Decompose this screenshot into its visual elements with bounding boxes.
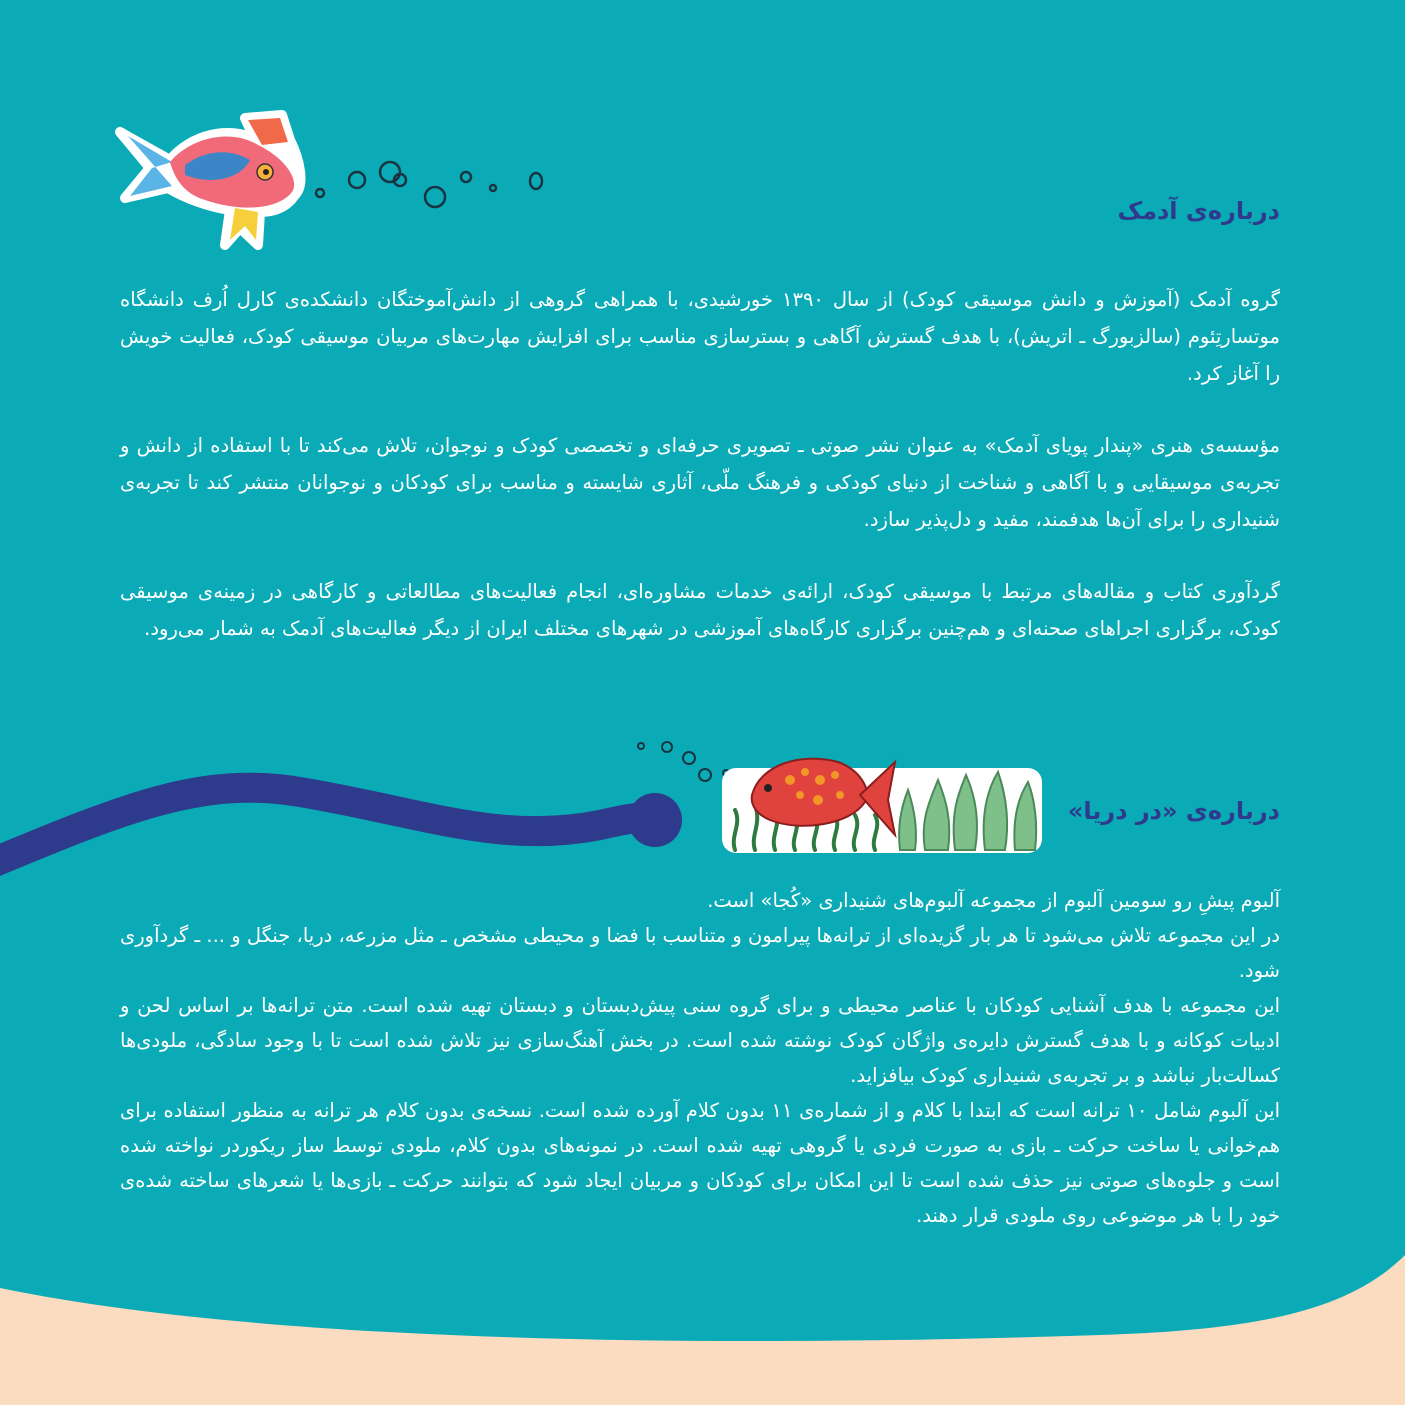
about-adamak-heading: درباره‌ی آدمک [1117,197,1280,225]
fish-drawing-icon [120,115,300,245]
wave-line [0,788,662,868]
paragraph: این آلبوم شامل ۱۰ ترانه است که ابتدا با کلام و از شماره‌ی ۱۱ بدون کلام آورده شده است. نسخه‌ی بدون کلام هر ترانه به منظور استفاده برای هم‌خوانی یا ساخت حرکت ـ بازی به صورت فردی یا گروهی تهیه شده است. در نمونه‌های بدون کلام، ملودی توسط ساز ریکوردر نواخته شده است و جلوه‌های صوتی نیز حذف شده است تا این امکان برای کودکان و مربیان ایجاد شود که بتوانند حرکت ـ بازی‌ها یا شعرهای ساخته شده‌ی خود را با هر موضوعی روی ملودی قرار دهند. [120,1099,1281,1227]
paragraph: مؤسسه‌ی هنری «پندار پویای آدمک» به عنوان نشر صوتی ـ تصویری حرفه‌ای و تخصصی کودک و نوجوان، تلاش می‌کند تا با استفاده از دانش و تجربه‌ی موسیقایی و با آگاهی و شناخت از دنیای کودکی و فرهنگ ملّی، آثاری شایسته و مناسب برای کودکان و نوجوانان منتشر کند تا تجربه‌ی شنیداری را برای آن‌ها هدفمند، مفید و دل‌پذیر سازد. [120,434,1280,531]
paragraph: آلبوم پیشِ رو سومین آلبوم از مجموعه آلبوم‌های شنیداری «کُجا» است. [707,889,1280,912]
bubbles-icon [316,162,542,207]
bubbles-icon [638,742,729,781]
seaweed-drawing-icon [722,759,1042,853]
about-adamak-body [120,281,1280,647]
about-darya-heading: درباره‌ی «در دریا» [1067,797,1280,825]
about-darya-body [120,883,1280,1233]
sand-shape [0,1255,1405,1405]
paragraph: در این مجموعه تلاش می‌شود تا هر بار گزیده‌ای از ترانه‌ها پیرامون و متناسب با فضا و محیطی مشخص ـ مثل مزرعه، دریا، جنگل و ... ـ گردآوری شود. [120,924,1280,982]
paragraph: گردآوری کتاب و مقاله‌های مرتبط با موسیقی کودک، ارائه‌ی خدمات مشاوره‌ای، انجام فعالیت‌های مطالعاتی و کارگاهی در زمینه‌ی موسیقی کودک، برگزاری اجراهای صحنه‌ای و هم‌چنین برگزاری کارگاه‌های آموزشی در شهرهای مختلف ایران از دیگر فعالیت‌های آدمک به شمار می‌رود. [120,580,1280,640]
paragraph: گروه آدمک (آموزش و دانش موسیقی کودک) از سال ۱۳۹۰ خورشیدی، با همراهی گروهی از دانش‌آموختگان دانشکده‌ی کارل اُرف دانشگاه موتسارتِئوم (سالزبورگ ـ اتریش)، با هدف گسترش آگاهی و بسترسازی مناسب برای افزایش مهارت‌های مربیان موسیقی کودک، فعالیت خویش را آغاز کرد. [120,288,1280,385]
paragraph: این مجموعه با هدف آشنایی کودکان با عناصر محیطی و برای گروه سنی پیش‌دبستان و دبستان تهیه شده است. متن ترانه‌ها بر اساس لحن و ادبیات کوکانه و با هدف گسترش دایره‌ی واژگان کودک نوشته شده است. در بخش آهنگ‌سازی نیز تلاش شده است تا با وجود سادگی، ملودی‌ها کسالت‌بار نباشد و بر تجربه‌ی شنیداری کودک بیافزاید. [120,994,1280,1087]
wave-ball [628,793,682,847]
